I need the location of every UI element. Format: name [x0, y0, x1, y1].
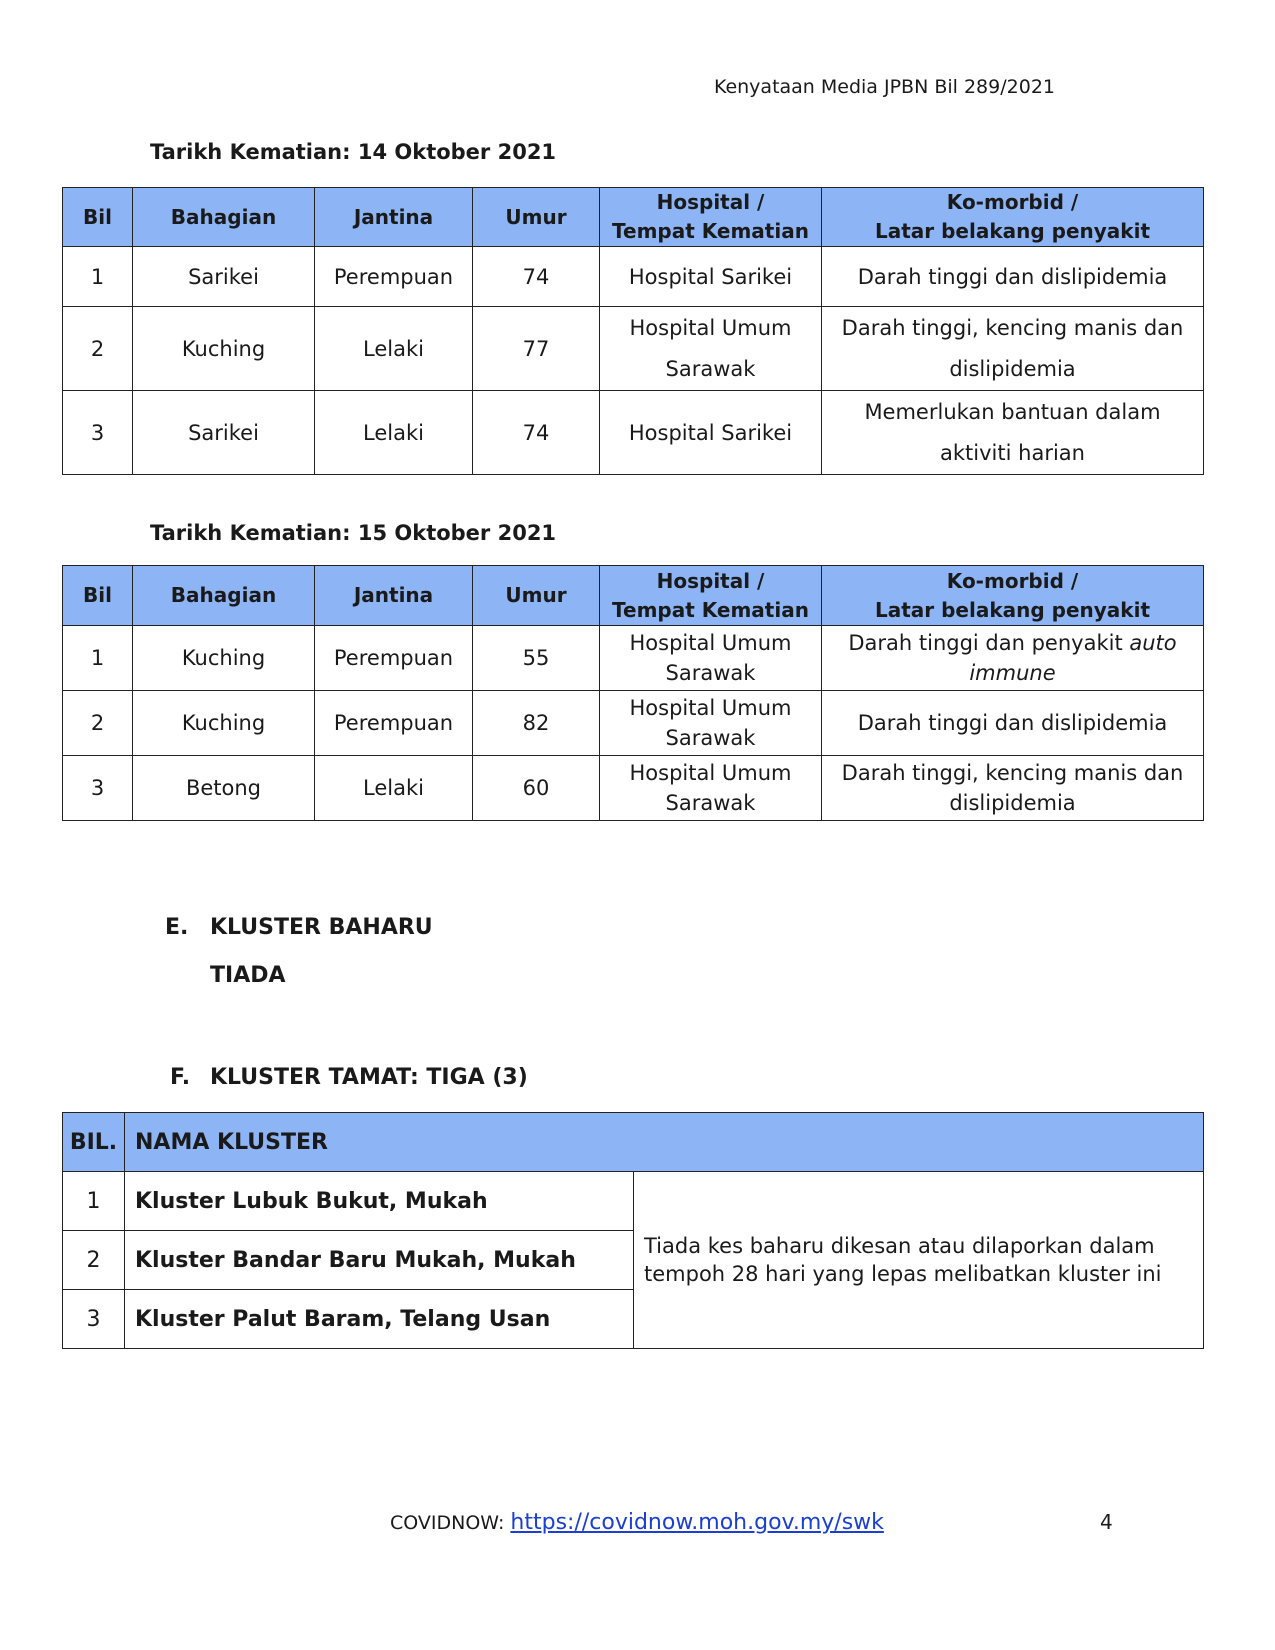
page-number: 4 [1100, 1510, 1113, 1534]
cell-bil: 2 [63, 691, 133, 756]
cell-bil: 1 [63, 626, 133, 691]
cell-komorbid: Darah tinggi dan dislipidemia [822, 247, 1204, 307]
table-row [63, 307, 1204, 391]
komorbid-text: Darah tinggi dan penyakit [848, 631, 1123, 655]
header-komorbid [822, 188, 1204, 247]
cell-komorbid: Darah tinggi dan dislipidemia [822, 691, 1204, 756]
deaths-table-14 [62, 187, 1204, 475]
cell-umur: 60 [473, 756, 600, 821]
cell-hospital: Hospital Umum Sarawak [600, 756, 822, 821]
ended-clusters-table [62, 1112, 1204, 1349]
header-hospital [600, 188, 822, 247]
table-row [63, 756, 1204, 821]
cell-bil: 3 [63, 391, 133, 475]
table-row [63, 691, 1204, 756]
cell-jantina: Perempuan [315, 691, 473, 756]
section-f-title: KLUSTER TAMAT: TIGA (3) [210, 1065, 528, 1090]
cell-bahagian: Sarikei [133, 391, 315, 475]
header-komorbid-line2: Latar belakang penyakit [874, 219, 1151, 243]
cell-hospital: Hospital Sarikei [600, 391, 822, 475]
header-komorbid-line1: Ko-morbid / [946, 190, 1079, 214]
header-jantina: Jantina [315, 188, 473, 247]
header-komorbid [822, 566, 1204, 626]
cell-komorbid: Darah tinggi, kencing manis dan dislipidemia [822, 307, 1204, 391]
cell-bil: 2 [63, 307, 133, 391]
cell-bil: 1 [63, 1172, 125, 1231]
header-hospital-line1: Hospital / [656, 190, 765, 214]
komorbid-italic-text: auto immune [969, 631, 1177, 685]
cell-komorbid [822, 626, 1204, 691]
cell-hospital: Hospital Umum Sarawak [600, 691, 822, 756]
table-row [63, 247, 1204, 307]
header-bil: Bil [63, 188, 133, 247]
cell-hospital: Hospital Umum Sarawak [600, 307, 822, 391]
cell-bahagian: Kuching [133, 691, 315, 756]
header-hospital-line1: Hospital / [656, 568, 765, 593]
header-hospital [600, 566, 822, 626]
table-row [63, 391, 1204, 475]
header-bahagian: Bahagian [133, 188, 315, 247]
header-bahagian: Bahagian [133, 566, 315, 626]
cell-jantina: Perempuan [315, 626, 473, 691]
cell-cluster-name: Kluster Lubuk Bukut, Mukah [125, 1172, 634, 1231]
cell-bil: 2 [63, 1231, 125, 1290]
header-jantina: Jantina [315, 566, 473, 626]
cell-bil: 3 [63, 1290, 125, 1349]
table-row [63, 626, 1204, 691]
header-cluster-name: NAMA KLUSTER [125, 1113, 1204, 1172]
section-e-letter: E. [165, 915, 189, 940]
section-f-letter: F. [170, 1065, 191, 1090]
footer [390, 1510, 884, 1535]
cell-bil: 1 [63, 247, 133, 307]
header-bil: BIL. [63, 1113, 125, 1172]
death-date-title-15: Tarikh Kematian: 15 Oktober 2021 [150, 521, 557, 545]
cell-cluster-name: Kluster Palut Baram, Telang Usan [125, 1290, 634, 1349]
cell-bil: 3 [63, 756, 133, 821]
cell-hospital: Hospital Umum Sarawak [600, 626, 822, 691]
covidnow-link[interactable]: https://covidnow.moh.gov.my/swk [510, 1510, 884, 1535]
cell-jantina: Perempuan [315, 247, 473, 307]
header-bil: Bil [63, 566, 133, 626]
cell-jantina: Lelaki [315, 756, 473, 821]
cell-bahagian: Sarikei [133, 247, 315, 307]
header-umur: Umur [473, 188, 600, 247]
cell-umur: 74 [473, 391, 600, 475]
death-date-title-14: Tarikh Kematian: 14 Oktober 2021 [150, 140, 557, 164]
footer-label: COVIDNOW: [390, 1512, 511, 1534]
section-e-title: KLUSTER BAHARU [210, 915, 433, 940]
cell-komorbid: Darah tinggi, kencing manis dan dislipidemia [822, 756, 1204, 821]
header-hospital-line2: Tempat Kematian [612, 219, 809, 243]
cell-bahagian: Betong [133, 756, 315, 821]
cell-hospital: Hospital Sarikei [600, 247, 822, 307]
cell-komorbid: Memerlukan bantuan dalam aktiviti harian [822, 391, 1204, 475]
header-komorbid-line1: Ko-morbid / [946, 568, 1079, 593]
header-hospital-line2: Tempat Kematian [612, 597, 809, 622]
cell-jantina: Lelaki [315, 307, 473, 391]
section-e-value: TIADA [210, 963, 286, 988]
deaths-table-15 [62, 565, 1204, 821]
cell-cluster-name: Kluster Bandar Baru Mukah, Mukah [125, 1231, 634, 1290]
header-komorbid-line2: Latar belakang penyakit [874, 597, 1151, 622]
cell-umur: 74 [473, 247, 600, 307]
cell-umur: 82 [473, 691, 600, 756]
header-umur: Umur [473, 566, 600, 626]
cell-bahagian: Kuching [133, 626, 315, 691]
cell-cluster-note: Tiada kes baharu dikesan atau dilaporkan dalam tempoh 28 hari yang lepas melibatkan kluster ini [634, 1172, 1204, 1349]
document-reference: Kenyataan Media JPBN Bil 289/2021 [713, 76, 1055, 98]
cell-umur: 77 [473, 307, 600, 391]
cell-jantina: Lelaki [315, 391, 473, 475]
cell-umur: 55 [473, 626, 600, 691]
table-row [63, 1172, 1204, 1231]
cell-bahagian: Kuching [133, 307, 315, 391]
